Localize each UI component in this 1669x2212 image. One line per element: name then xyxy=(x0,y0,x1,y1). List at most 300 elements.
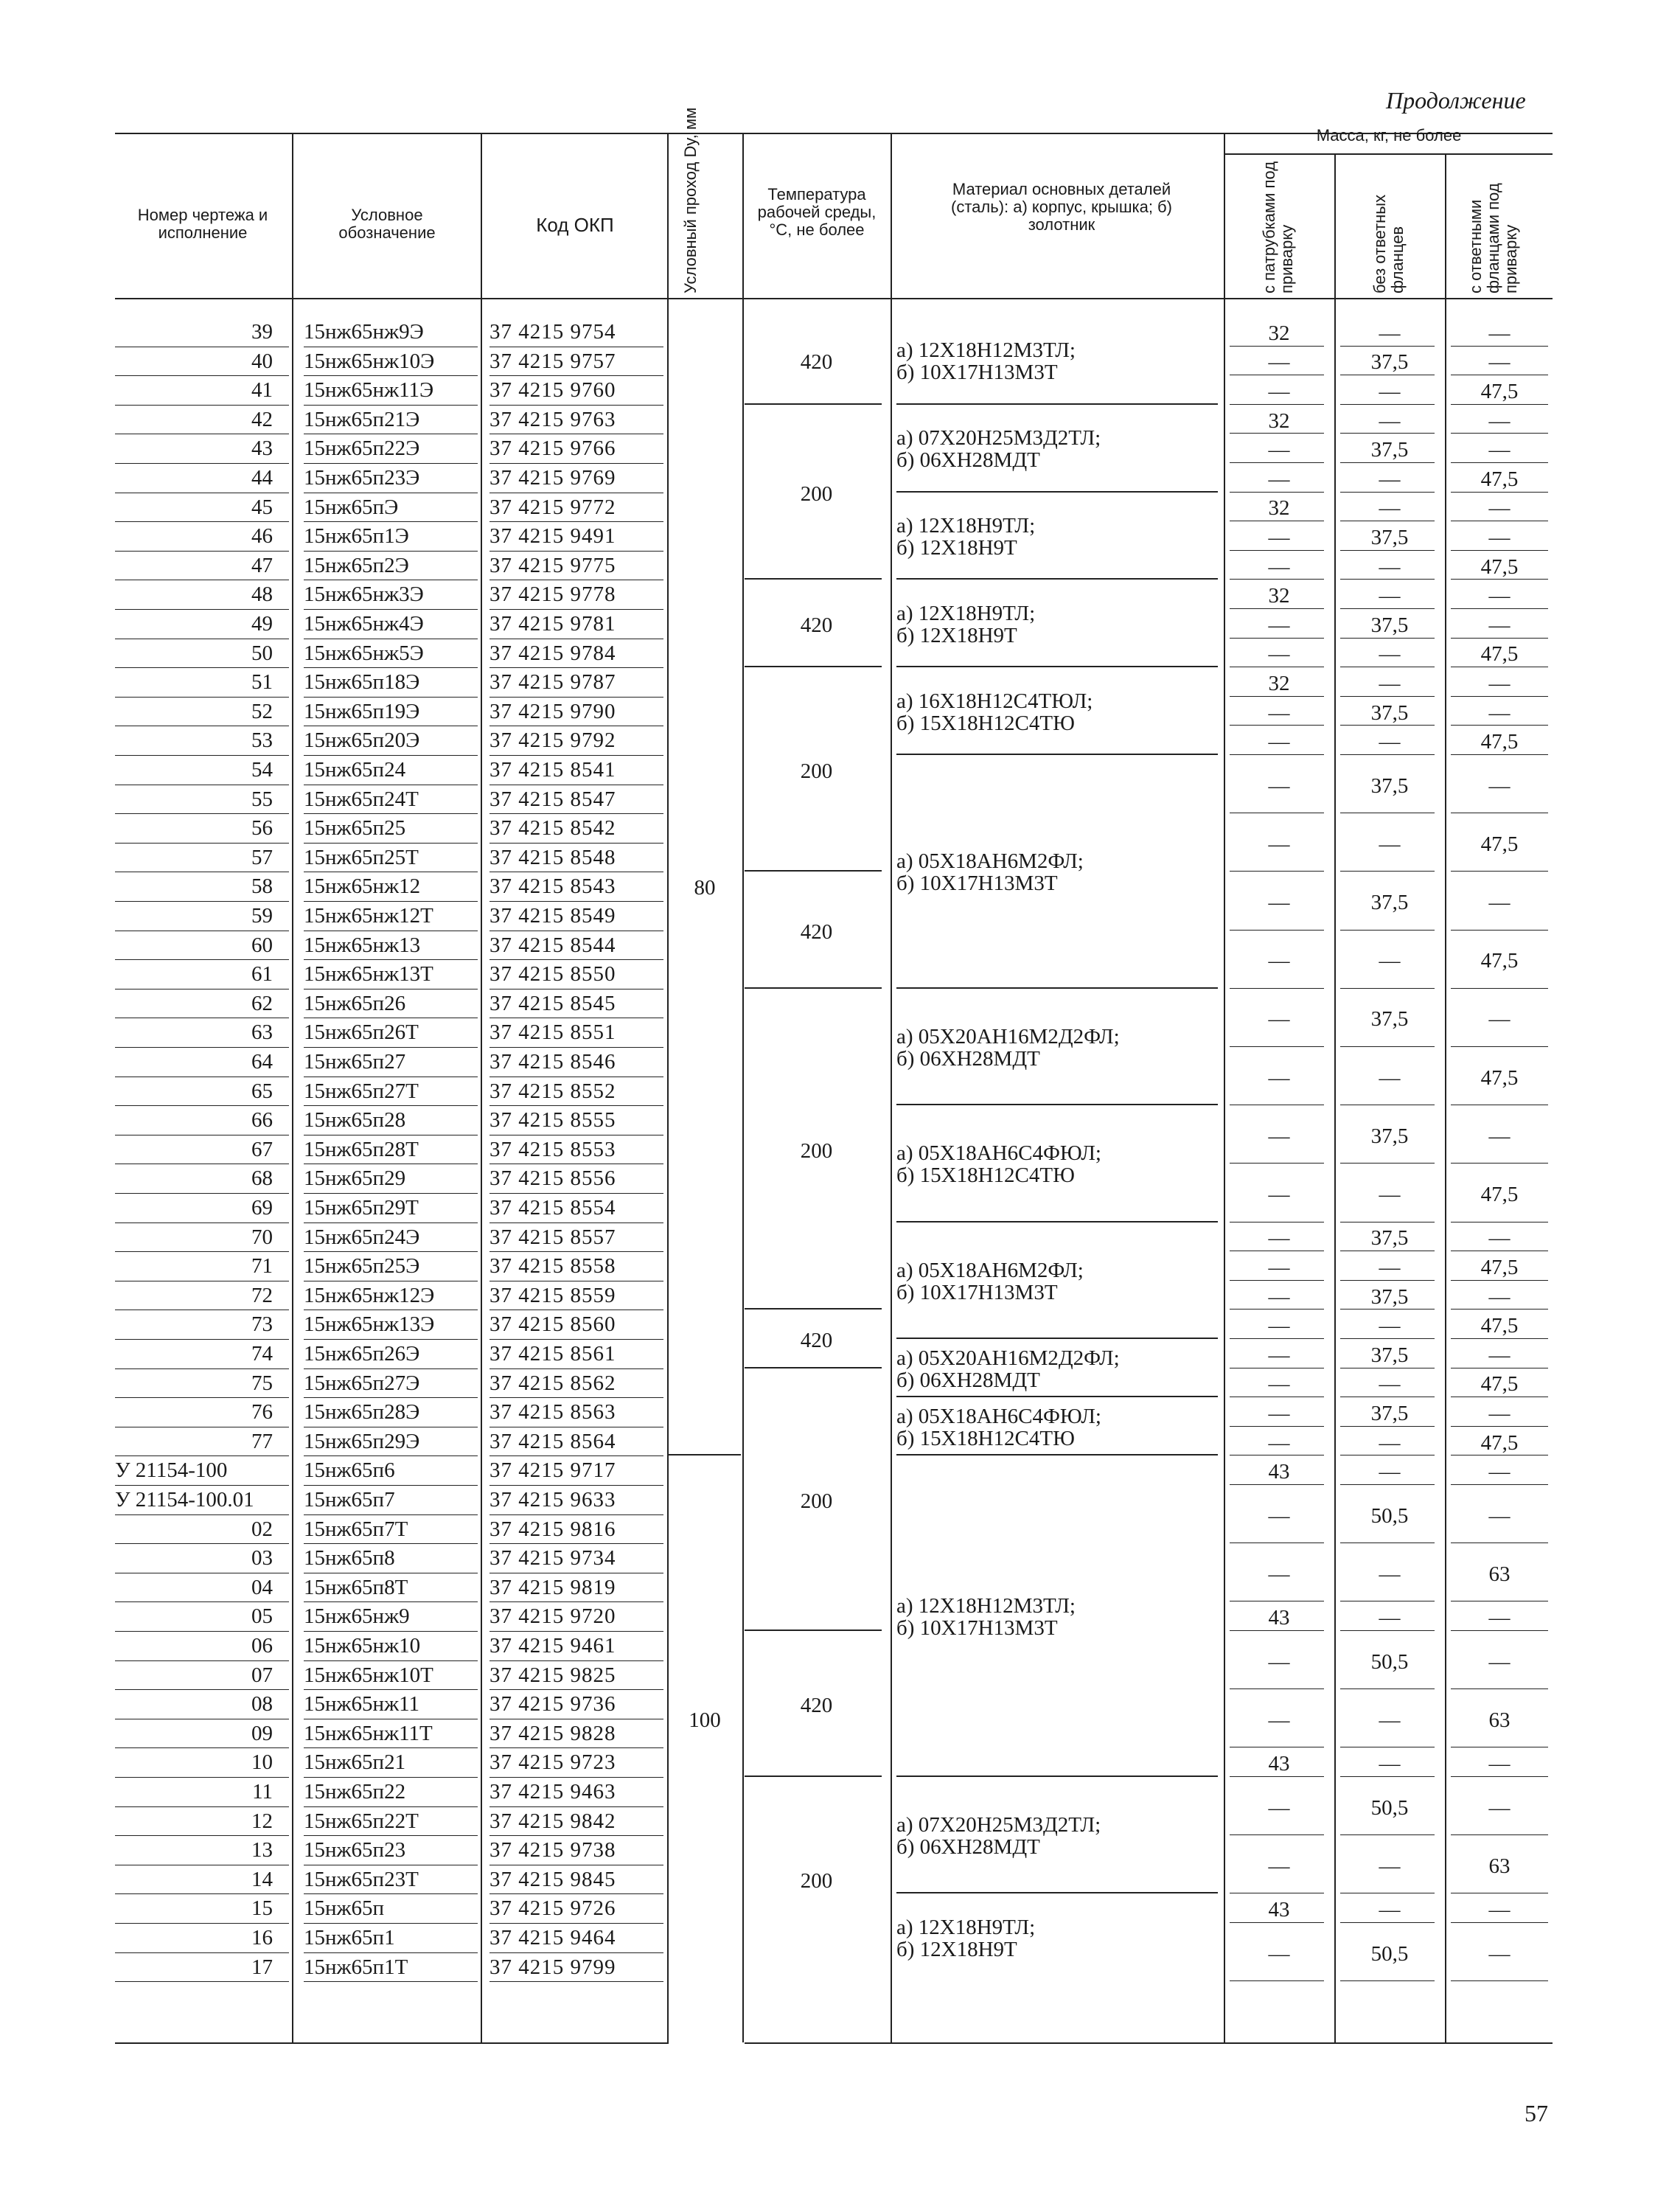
mass-rule xyxy=(1340,1980,1435,1981)
mass-rule xyxy=(1340,1922,1435,1923)
row-rule xyxy=(115,989,289,990)
row-rule xyxy=(304,1193,478,1194)
mass-welded: — xyxy=(1268,949,1290,973)
mass-no-flanges: — xyxy=(1379,1460,1401,1484)
temperature-value: 200 xyxy=(800,1868,833,1893)
row-rule xyxy=(304,1222,478,1223)
mass-welded: — xyxy=(1268,1562,1290,1586)
okp-code: 37 4215 9491 xyxy=(489,524,616,549)
mass-no-flanges: 50,5 xyxy=(1370,1503,1409,1528)
drawing-number: 44 xyxy=(251,466,273,490)
header-material: Материал основных деталей (сталь): а) корпус, крышка; б) золотник xyxy=(951,180,1172,234)
mass-rule xyxy=(1230,1834,1324,1835)
mass-with-flanges: — xyxy=(1488,1752,1511,1776)
drawing-number: 47 xyxy=(251,553,273,577)
mass-rule xyxy=(1230,550,1324,551)
designation: 15нж65п28 xyxy=(304,1108,406,1133)
material-spool: б) 15Х18Н12С4ТЮ xyxy=(896,711,1075,735)
drawing-number: 03 xyxy=(251,1546,273,1571)
drawing-number: 40 xyxy=(251,349,273,373)
row-rule xyxy=(304,1747,478,1748)
mass-no-flanges: — xyxy=(1379,321,1401,345)
row-rule xyxy=(489,959,663,960)
okp-code: 37 4215 9726 xyxy=(489,1896,616,1921)
header-sep-4 xyxy=(742,134,744,299)
designation: 15нж65п22Т xyxy=(304,1809,419,1833)
row-rule xyxy=(304,901,478,902)
mass-subheader-rule xyxy=(1224,153,1553,155)
okp-code: 37 4215 9787 xyxy=(489,670,616,695)
row-rule xyxy=(115,1455,289,1456)
okp-code: 37 4215 8558 xyxy=(489,1254,616,1279)
designation: 15нж65нж4Э xyxy=(304,612,424,636)
okp-code: 37 4215 9845 xyxy=(489,1867,616,1891)
drawing-number: 13 xyxy=(251,1838,273,1863)
mass-no-flanges: 37,5 xyxy=(1370,438,1409,462)
row-rule xyxy=(304,1397,478,1398)
drawing-number: 75 xyxy=(251,1371,273,1395)
material-body: а) 12Х18Н12М3ТЛ; xyxy=(896,338,1076,363)
mass-rule xyxy=(1451,1922,1548,1923)
okp-code: 37 4215 9754 xyxy=(489,320,616,344)
mass-rule xyxy=(1230,638,1324,639)
mass-rule xyxy=(1340,1688,1435,1689)
mass-with-flanges: — xyxy=(1488,613,1511,637)
mass-rule xyxy=(1230,988,1324,989)
mass-rule xyxy=(1230,492,1324,493)
mass-with-flanges: 47,5 xyxy=(1480,832,1519,856)
row-rule xyxy=(115,1047,289,1048)
material-group-rule xyxy=(896,1892,1218,1893)
drawing-number: 60 xyxy=(251,933,273,957)
mass-welded: — xyxy=(1268,1314,1290,1338)
mass-rule xyxy=(1340,725,1435,726)
row-rule xyxy=(115,1660,289,1661)
row-rule xyxy=(489,609,663,610)
mass-rule xyxy=(1340,1776,1435,1777)
okp-code: 37 4215 9790 xyxy=(489,699,616,723)
mass-with-flanges: — xyxy=(1488,321,1511,345)
mass-rule xyxy=(1340,1834,1435,1835)
drawing-number: 70 xyxy=(251,1225,273,1249)
mass-welded: — xyxy=(1268,1372,1290,1397)
row-rule xyxy=(489,1689,663,1690)
drawing-number: 76 xyxy=(251,1400,273,1425)
okp-code: 37 4215 9766 xyxy=(489,437,616,461)
okp-code: 37 4215 9772 xyxy=(489,495,616,519)
designation: 15нж65п xyxy=(304,1896,385,1921)
row-rule xyxy=(489,989,663,990)
body-sep-3 xyxy=(667,299,669,2042)
row-rule xyxy=(304,1514,478,1515)
drawing-number: У 21154-100 xyxy=(115,1458,228,1483)
row-rule xyxy=(115,1105,289,1106)
mass-rule xyxy=(1451,1688,1548,1689)
temperature-value: 420 xyxy=(800,350,833,375)
row-rule xyxy=(489,1981,663,1982)
header-designation: Условное обозначение xyxy=(338,206,436,242)
okp-code: 37 4215 8556 xyxy=(489,1166,616,1191)
okp-code: 37 4215 9781 xyxy=(489,612,616,636)
mass-rule xyxy=(1451,871,1548,872)
mass-welded: 32 xyxy=(1268,496,1290,521)
material-body: а) 05Х18АН6М2ФЛ; xyxy=(896,1258,1084,1282)
mass-rule xyxy=(1340,1309,1435,1310)
okp-code: 37 4215 9736 xyxy=(489,1692,616,1717)
row-rule xyxy=(489,1455,663,1456)
row-rule xyxy=(489,1543,663,1544)
temperature-group-rule xyxy=(745,666,882,667)
row-rule xyxy=(115,1368,289,1369)
row-rule xyxy=(489,1893,663,1894)
mass-no-flanges: 37,5 xyxy=(1370,350,1409,375)
mass-with-flanges: 47,5 xyxy=(1480,1372,1519,1397)
drawing-number: 73 xyxy=(251,1312,273,1337)
mass-welded: 32 xyxy=(1268,408,1290,433)
drawing-number: 65 xyxy=(251,1079,273,1103)
okp-code: 37 4215 9799 xyxy=(489,1955,616,1979)
row-rule xyxy=(489,1368,663,1369)
row-rule xyxy=(304,1981,478,1982)
drawing-number: 64 xyxy=(251,1050,273,1074)
mass-rule xyxy=(1340,1280,1435,1281)
header-mass-no-flanges: без ответных фланцев xyxy=(1370,194,1407,293)
okp-code: 37 4215 8555 xyxy=(489,1108,616,1133)
row-rule xyxy=(304,1047,478,1048)
row-rule xyxy=(115,463,289,464)
okp-code: 37 4215 8548 xyxy=(489,845,616,869)
row-rule xyxy=(304,667,478,668)
mass-welded: — xyxy=(1268,700,1290,725)
mass-rule xyxy=(1451,550,1548,551)
row-rule xyxy=(304,1543,478,1544)
mass-with-flanges: 47,5 xyxy=(1480,1430,1519,1455)
row-rule xyxy=(115,843,289,844)
page-number: 57 xyxy=(1525,2100,1548,2126)
okp-code: 37 4215 9738 xyxy=(489,1838,616,1863)
table-bottom-rule-left xyxy=(115,2042,669,2044)
mass-rule xyxy=(1340,608,1435,609)
okp-code: 37 4215 9769 xyxy=(489,466,616,490)
material-spool: б) 10Х17Н13М3Т xyxy=(896,1280,1058,1304)
material-group-rule xyxy=(896,987,1218,989)
row-rule xyxy=(489,1105,663,1106)
drawing-number: 16 xyxy=(251,1926,273,1950)
drawing-number: 43 xyxy=(251,437,273,461)
material-spool: б) 06ХН28МДТ xyxy=(896,1368,1040,1392)
mass-welded: — xyxy=(1268,1007,1290,1032)
mass-rule xyxy=(1451,754,1548,755)
designation: 15нж65п24Т xyxy=(304,787,419,811)
designation: 15нж65п26 xyxy=(304,991,406,1015)
drawing-number: 52 xyxy=(251,699,273,723)
mass-rule xyxy=(1451,1776,1548,1777)
row-rule xyxy=(115,697,289,698)
drawing-number: 04 xyxy=(251,1575,273,1599)
mass-welded: — xyxy=(1268,1183,1290,1206)
mass-welded: — xyxy=(1268,613,1290,637)
designation: 15нж65пЭ xyxy=(304,495,399,519)
row-rule xyxy=(304,1835,478,1836)
row-rule xyxy=(304,609,478,610)
row-rule xyxy=(115,1631,289,1632)
okp-code: 37 4215 8541 xyxy=(489,758,616,782)
mass-welded: 43 xyxy=(1268,1606,1290,1630)
mass-no-flanges: — xyxy=(1379,730,1401,754)
mass-with-flanges: — xyxy=(1488,1343,1511,1367)
okp-code: 37 4215 8554 xyxy=(489,1196,616,1220)
row-rule xyxy=(489,697,663,698)
drawing-number: 72 xyxy=(251,1283,273,1307)
okp-code: 37 4215 8543 xyxy=(489,874,616,899)
material-body: а) 12Х18Н12М3ТЛ; xyxy=(896,1594,1076,1618)
header-sep-3 xyxy=(667,134,669,299)
designation: 15нж65п1 xyxy=(304,1926,395,1950)
mass-no-flanges: 37,5 xyxy=(1370,1343,1409,1367)
mass-with-flanges: 47,5 xyxy=(1480,554,1519,579)
mass-rule xyxy=(1340,1426,1435,1427)
designation: 15нж65нж13 xyxy=(304,933,421,957)
mass-rule xyxy=(1451,1426,1548,1427)
mass-welded: 43 xyxy=(1268,1752,1290,1776)
designation: 15нж65п20Э xyxy=(304,728,420,753)
body-sep-5 xyxy=(891,299,892,2042)
mass-rule xyxy=(1230,1163,1324,1164)
row-rule xyxy=(115,1485,289,1486)
mass-rule xyxy=(1230,346,1324,347)
mass-no-flanges: — xyxy=(1379,1065,1401,1090)
mass-with-flanges: 47,5 xyxy=(1480,949,1519,973)
okp-code: 37 4215 9720 xyxy=(489,1604,616,1629)
drawing-number: 71 xyxy=(251,1254,273,1279)
temperature-value: 200 xyxy=(800,759,833,783)
material-group-rule xyxy=(896,1396,1218,1397)
mass-with-flanges: — xyxy=(1488,1606,1511,1630)
designation: 15нж65п21 xyxy=(304,1750,406,1775)
designation: 15нж65нж10Э xyxy=(304,349,435,373)
row-rule xyxy=(489,1777,663,1778)
mass-rule xyxy=(1340,1484,1435,1485)
drawing-number: 42 xyxy=(251,407,273,431)
row-rule xyxy=(489,463,663,464)
row-rule xyxy=(489,1222,663,1223)
row-rule xyxy=(489,1251,663,1252)
mass-no-flanges: — xyxy=(1379,1372,1401,1397)
temperature-value: 420 xyxy=(800,1694,833,1717)
row-rule xyxy=(489,755,663,756)
okp-code: 37 4215 9723 xyxy=(489,1750,616,1775)
okp-code: 37 4215 8550 xyxy=(489,962,616,987)
mass-no-flanges: — xyxy=(1379,1562,1401,1586)
okp-code: 37 4215 9825 xyxy=(489,1663,616,1687)
header-okp-code: Код ОКП xyxy=(536,214,614,236)
row-rule xyxy=(115,1689,289,1690)
row-rule xyxy=(304,1368,478,1369)
temperature-value: 200 xyxy=(800,1489,833,1513)
mass-welded: — xyxy=(1268,1649,1290,1674)
material-body: а) 07Х20Н25М3Д2ТЛ; xyxy=(896,1813,1101,1837)
drawing-number: 53 xyxy=(251,728,273,753)
okp-code: 37 4215 9760 xyxy=(489,378,616,403)
row-rule xyxy=(489,667,663,668)
row-rule xyxy=(304,1777,478,1778)
material-body: а) 05Х20АН16М2Д2ФЛ; xyxy=(896,1025,1120,1048)
mass-rule xyxy=(1451,1630,1548,1631)
mass-welded: — xyxy=(1268,1226,1290,1251)
mass-rule xyxy=(1340,1046,1435,1047)
material-group-rule xyxy=(896,1338,1218,1339)
okp-code: 37 4215 9734 xyxy=(489,1546,616,1571)
temperature-value: 200 xyxy=(800,481,833,506)
drawing-number: 09 xyxy=(251,1721,273,1745)
temperature-group-rule xyxy=(745,1367,882,1368)
row-rule xyxy=(115,667,289,668)
material-spool: б) 12Х18Н9Т xyxy=(896,1937,1017,1961)
temperature-value: 200 xyxy=(800,1138,833,1163)
mass-with-flanges: 63 xyxy=(1488,1854,1511,1878)
mass-welded: — xyxy=(1268,1402,1290,1425)
mass-welded: 32 xyxy=(1268,672,1290,695)
okp-code: 37 4215 8562 xyxy=(489,1371,616,1395)
okp-code: 37 4215 8549 xyxy=(489,904,616,928)
okp-code: 37 4215 9763 xyxy=(489,407,616,431)
mass-no-flanges: — xyxy=(1379,832,1401,856)
bore-group-rule xyxy=(669,1454,741,1455)
mass-rule xyxy=(1451,1309,1548,1310)
mass-rule xyxy=(1451,608,1548,609)
drawing-number: 57 xyxy=(251,845,273,869)
okp-code: 37 4215 8547 xyxy=(489,787,616,811)
okp-code: 37 4215 9757 xyxy=(489,349,616,373)
okp-code: 37 4215 8564 xyxy=(489,1429,616,1453)
designation: 15нж65п18Э xyxy=(304,670,420,695)
mass-welded: — xyxy=(1268,438,1290,462)
mass-no-flanges: — xyxy=(1379,1898,1401,1922)
row-rule xyxy=(115,375,289,376)
temperature-group-rule xyxy=(745,1775,882,1777)
header-sep-2 xyxy=(481,134,482,299)
okp-code: 37 4215 9778 xyxy=(489,582,616,607)
row-rule xyxy=(304,1952,478,1953)
mass-rule xyxy=(1230,1338,1324,1339)
row-rule xyxy=(115,1543,289,1544)
row-rule xyxy=(115,1893,289,1894)
mass-rule xyxy=(1230,462,1324,463)
okp-code: 37 4215 8561 xyxy=(489,1342,616,1366)
row-rule xyxy=(304,1631,478,1632)
mass-with-flanges: — xyxy=(1488,1124,1511,1148)
material-body: а) 16Х18Н12С4ТЮЛ; xyxy=(896,689,1093,713)
drawing-number: 08 xyxy=(251,1692,273,1717)
row-rule xyxy=(489,1485,663,1486)
mass-with-flanges: 63 xyxy=(1488,1708,1511,1732)
drawing-number: 41 xyxy=(251,378,273,403)
designation: 15нж65п23Т xyxy=(304,1867,419,1891)
mass-with-flanges: — xyxy=(1488,672,1511,695)
row-rule xyxy=(489,1193,663,1194)
row-rule xyxy=(304,1660,478,1661)
mass-welded: — xyxy=(1268,832,1290,856)
designation: 15нж65нж11 xyxy=(304,1692,420,1717)
row-rule xyxy=(115,1514,289,1515)
row-rule xyxy=(115,1601,289,1602)
mass-welded: — xyxy=(1268,1854,1290,1878)
row-rule xyxy=(304,551,478,552)
mass-welded: — xyxy=(1268,1430,1290,1455)
row-rule xyxy=(489,1397,663,1398)
okp-code: 37 4215 8551 xyxy=(489,1020,616,1045)
header-sep-5 xyxy=(891,134,892,299)
material-group-rule xyxy=(896,1775,1218,1777)
mass-welded: — xyxy=(1268,350,1290,375)
mass-rule xyxy=(1230,871,1324,872)
drawing-number: 69 xyxy=(251,1196,273,1220)
okp-code: 37 4215 8557 xyxy=(489,1225,616,1249)
designation: 15нж65п23Э xyxy=(304,466,420,490)
header-mass-welded: с патрубками под приварку xyxy=(1260,161,1296,293)
designation: 15нж65п7 xyxy=(304,1488,395,1512)
mass-with-flanges: — xyxy=(1488,438,1511,462)
mass-rule xyxy=(1340,462,1435,463)
row-rule xyxy=(115,1806,289,1807)
drawing-number: 12 xyxy=(251,1809,273,1833)
mass-welded: 43 xyxy=(1268,1460,1290,1484)
material-spool: б) 15Х18Н12С4ТЮ xyxy=(896,1164,1075,1188)
body-sep-4 xyxy=(742,299,744,2042)
mass-rule xyxy=(1451,1980,1548,1981)
drawing-number: 14 xyxy=(251,1867,273,1891)
okp-code: 37 4215 9633 xyxy=(489,1488,616,1512)
row-rule xyxy=(115,1747,289,1748)
row-rule xyxy=(115,1835,289,1836)
mass-no-flanges: — xyxy=(1379,467,1401,491)
okp-code: 37 4215 9461 xyxy=(489,1634,616,1658)
mass-rule xyxy=(1451,725,1548,726)
mass-rule xyxy=(1451,404,1548,405)
mass-rule xyxy=(1451,638,1548,639)
drawing-number: 45 xyxy=(251,495,273,519)
designation: 15нж65п28Т xyxy=(304,1137,419,1161)
mass-welded: — xyxy=(1268,891,1290,914)
drawing-number: 51 xyxy=(251,670,273,695)
mass-no-flanges: — xyxy=(1379,408,1401,433)
header-bottom-rule xyxy=(115,298,1553,299)
row-rule xyxy=(115,755,289,756)
material-body: а) 12Х18Н9ТЛ; xyxy=(896,601,1036,625)
drawing-number: 62 xyxy=(251,991,273,1015)
mass-rule xyxy=(1451,462,1548,463)
mass-welded: — xyxy=(1268,1941,1290,1966)
nominal-bore-value: 100 xyxy=(689,1708,721,1732)
row-rule xyxy=(115,609,289,610)
designation: 15нж65п26Т xyxy=(304,1020,419,1045)
mass-rule xyxy=(1451,579,1548,580)
designation: 15нж65нж11Э xyxy=(304,378,434,403)
header-sep-7 xyxy=(1334,155,1336,299)
header-drawing-number: Номер чертежа и исполнение xyxy=(137,206,268,242)
drawing-number: 74 xyxy=(251,1342,273,1366)
row-rule xyxy=(489,1514,663,1515)
material-spool: б) 10Х17Н13М3Т xyxy=(896,872,1058,896)
body-sep-1 xyxy=(292,299,293,2042)
mass-rule xyxy=(1340,871,1435,872)
material-body: а) 05Х20АН16М2Д2ФЛ; xyxy=(896,1346,1120,1370)
mass-rule xyxy=(1451,1163,1548,1164)
material-spool: б) 15Х18Н12С4ТЮ xyxy=(896,1426,1075,1450)
designation: 15нж65нж9Э xyxy=(304,320,424,344)
material-body: а) 05Х18АН6М2ФЛ; xyxy=(896,849,1084,874)
row-rule xyxy=(304,1689,478,1690)
